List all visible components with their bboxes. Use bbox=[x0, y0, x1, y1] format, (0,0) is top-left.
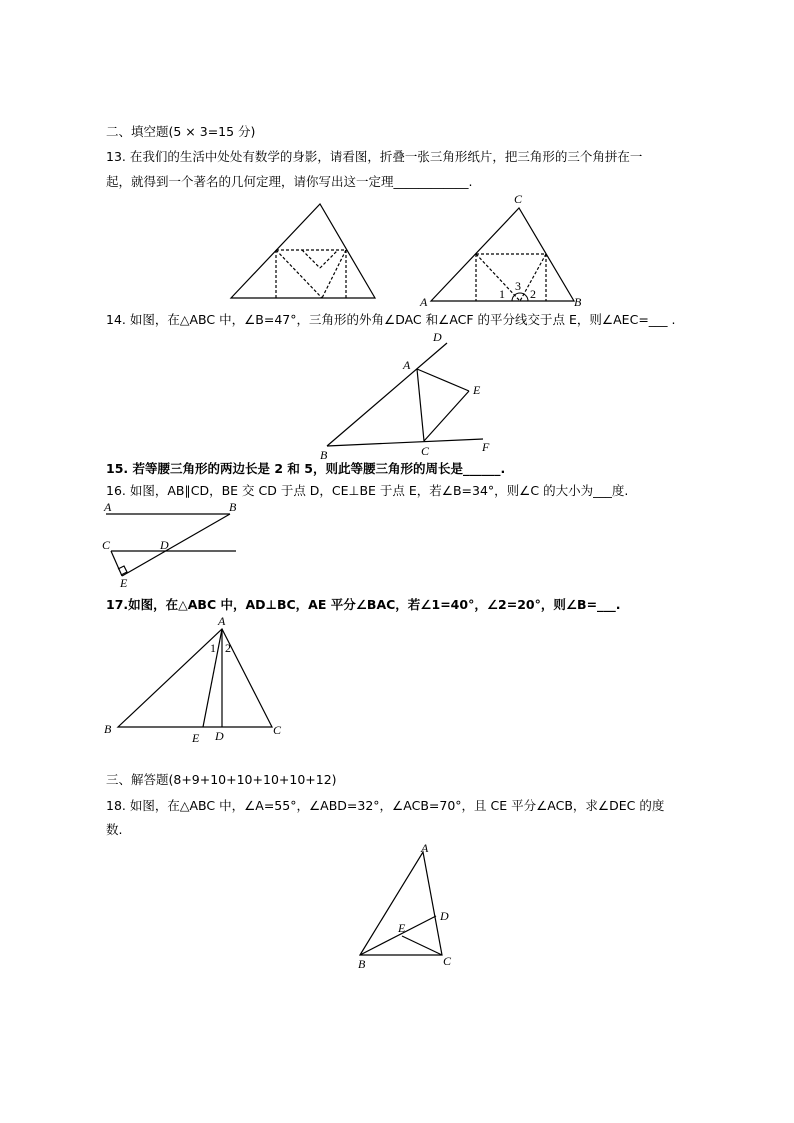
q16-label-D: D bbox=[160, 538, 169, 552]
q14-label-A: A bbox=[403, 358, 411, 372]
q17-label-D: D bbox=[215, 729, 224, 743]
question-18-line-1: 18. 如图，在△ABC 中，∠A=55°，∠ABD=32°，∠ACB=70°，且 CE 平分∠ACB，求∠DEC 的度 bbox=[106, 798, 665, 813]
q18-label-E: E bbox=[398, 921, 406, 935]
q18-label-D: D bbox=[440, 909, 449, 923]
q14-label-E: E bbox=[473, 383, 481, 397]
q14-label-C: C bbox=[421, 444, 430, 458]
q13-label-B: B bbox=[574, 295, 582, 309]
question-15-text: 15. 若等腰三角形的两边长是 2 和 5，则此等腰三角形的周长是______. bbox=[106, 461, 506, 476]
q17-label-C: C bbox=[273, 723, 282, 737]
section-3-title: 三、解答题(8+9+10+10+10+10+12) bbox=[106, 772, 337, 787]
question-13-line-1: 13. 在我们的生活中处处有数学的身影，请看图，折叠一张三角形纸片，把三角形的三个角拼在一 bbox=[106, 149, 643, 164]
q13-label-1: 1 bbox=[499, 287, 505, 301]
q18-label-A: A bbox=[421, 841, 429, 855]
q18-figure bbox=[360, 852, 442, 955]
q13-label-A: A bbox=[420, 295, 428, 309]
question-13-line-2: 起，就得到一个著名的几何定理，请你写出这一定理____________. bbox=[106, 174, 473, 189]
q13-label-C: C bbox=[514, 192, 523, 206]
q17-label-A: A bbox=[218, 614, 226, 628]
question-17-text: 17.如图，在△ABC 中，AD⊥BC，AE 平分∠BAC，若∠1=40°，∠2=20°，则∠B=___. bbox=[106, 597, 621, 612]
q13-label-2: 2 bbox=[530, 287, 536, 301]
question-18-line-2: 数. bbox=[106, 822, 123, 837]
q16-figure bbox=[106, 514, 236, 576]
q17-label-2: 2 bbox=[225, 641, 231, 655]
q16-label-E: E bbox=[120, 576, 128, 590]
q17-label-1: 1 bbox=[210, 641, 216, 655]
section-2-title: 二、填空题(5 × 3=15 分) bbox=[106, 124, 256, 139]
q16-label-A: A bbox=[104, 500, 112, 514]
q16-label-B: B bbox=[229, 500, 237, 514]
q14-label-F: F bbox=[482, 440, 490, 454]
q13-figure-folded-triangle bbox=[231, 204, 375, 298]
q18-label-C: C bbox=[443, 954, 452, 968]
question-14-text: 14. 如图，在△ABC 中，∠B=47°，三角形的外角∠DAC 和∠ACF 的平分线交于点 E，则∠AEC=___ . bbox=[106, 312, 676, 327]
q17-label-E: E bbox=[192, 731, 200, 745]
question-16-text: 16. 如图，AB∥CD，BE 交 CD 于点 D，CE⊥BE 于点 E，若∠B=34°，则∠C 的大小为___度. bbox=[106, 483, 629, 498]
q17-label-B: B bbox=[104, 722, 112, 736]
q13-label-3: 3 bbox=[515, 279, 521, 293]
q16-label-C: C bbox=[102, 538, 111, 552]
q17-figure bbox=[118, 629, 272, 727]
q18-label-B: B bbox=[358, 957, 366, 971]
q14-label-B: B bbox=[320, 448, 328, 462]
q14-label-D: D bbox=[433, 330, 442, 344]
